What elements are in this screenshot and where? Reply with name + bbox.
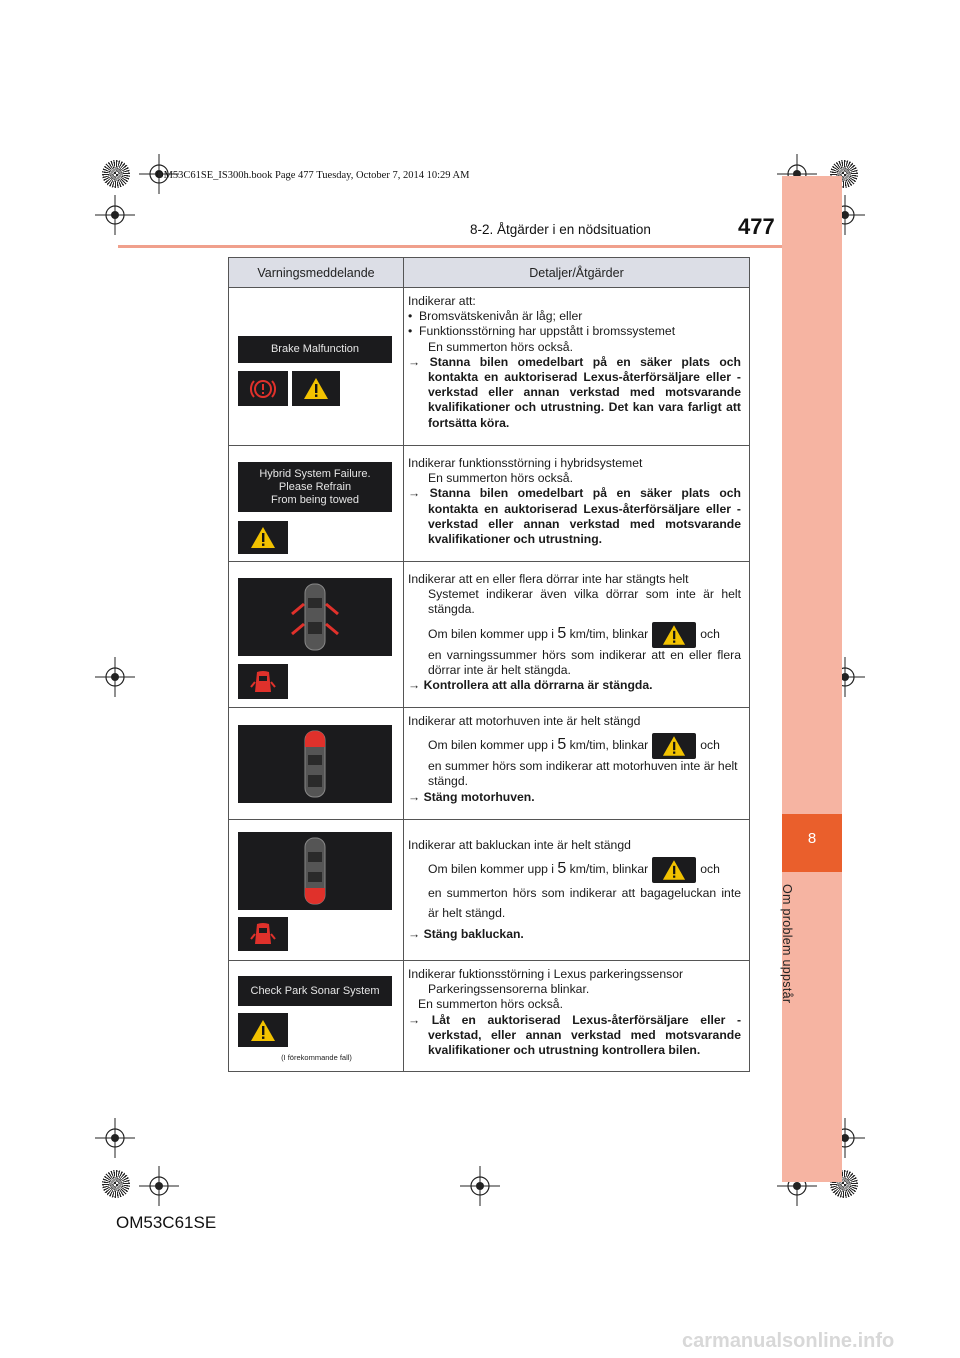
book-info: OM53C61SE_IS300h.book Page 477 Tuesday, October 7, 2014 10:29 AM: [156, 170, 470, 181]
brake-warning-icon: [248, 377, 278, 401]
warning-message-display: Hybrid System Failure. Please Refrain From being towed: [238, 462, 392, 512]
table-row: Hybrid System Failure. Please Refrain From being towed Indikerar funktionsstörning i hybridsystemet En summerton hörs också. → Stanna bilen omedelbart på en säker plats och kontakta en auktoriserad Lexus-återförsäljare eller -verkstad eller annan verkstad med motsvarande kvalifikationer och utrustning.: [229, 446, 749, 562]
door-open-icon: [250, 670, 276, 694]
warning-message-display: Check Park Sonar System: [238, 976, 392, 1006]
table-row: Indikerar att en eller flera dörrar inte har stängts helt Systemet indikerar även vilka dörrar som inte är helt stängda. Om bilen kommer upp i 5 km/tim, blinkar och en varningssummer hörs som indikerar att en eller flera dörrar inte är helt stängda. → Kontrollera att alla dörrarna är stängda.: [229, 562, 749, 708]
watermark: carmanualsonline.info: [682, 1330, 895, 1352]
warning-icon-box: [652, 733, 696, 759]
warning-triangle-icon: [662, 624, 686, 646]
chapter-label: Om problem uppstår: [780, 884, 794, 1004]
trunk-status-display: [238, 832, 392, 910]
door-open-icon: [250, 922, 276, 946]
warning-icon-box: [292, 371, 340, 406]
header-rule: [118, 245, 782, 248]
section-title: 8-2. Åtgärder i en nödsituation: [470, 222, 651, 237]
trunk-icon-box: [238, 917, 288, 951]
document-code: OM53C61SE: [116, 1213, 217, 1232]
applicability-note: (I förekommande fall): [281, 1053, 352, 1062]
warning-icon-box: [652, 622, 696, 648]
warning-triangle-icon: [662, 735, 686, 757]
registration-mark-icon: [139, 1166, 179, 1206]
sunburst-mark-icon: [102, 1170, 130, 1198]
warning-triangle-icon: [662, 859, 686, 881]
table-row: Check Park Sonar System (I förekommande fall) Indikerar fuktionsstörning i Lexus parkeringssensor Parkeringssensorerna blinkar. En summerton hörs också. → Låt en auktoriserad Lexus-återförsäljare eller -verkstad, eller annan verkstad med motsvarande kvalifikationer och utrustning kontrollera bilen.: [229, 961, 749, 1071]
warning-message-display: Brake Malfunction: [238, 336, 392, 363]
registration-mark-icon: [95, 195, 135, 235]
table-row: Indikerar att motorhuven inte är helt stängd Om bilen kommer upp i 5 km/tim, blinkar och en summer hörs som indikerar att motorhuven inte är helt stängd. → Stäng motorhuven.: [229, 708, 749, 820]
warning-icon-box: [238, 1013, 288, 1047]
warning-triangle-icon: [303, 377, 329, 400]
registration-mark-icon: [460, 1166, 500, 1206]
warning-triangle-icon: [250, 1019, 276, 1042]
arrow-right-icon: →: [408, 354, 430, 369]
car-doors-open-icon: [238, 578, 392, 656]
car-hood-open-icon: [238, 725, 392, 803]
warning-table: [228, 257, 750, 1072]
chapter-number: 8: [807, 830, 817, 847]
hood-status-display: [238, 725, 392, 803]
door-status-display: [238, 578, 392, 656]
sunburst-mark-icon: [102, 160, 130, 188]
table-row: Indikerar att bakluckan inte är helt stängd Om bilen kommer upp i 5 km/tim, blinkar och en summerton hörs som indikerar att bagageluckan inte är helt stängd. → Stäng bakluckan.: [229, 820, 749, 961]
registration-mark-icon: [95, 1118, 135, 1158]
arrow-right-icon: →: [408, 789, 424, 804]
door-icon-box: [238, 664, 288, 699]
arrow-right-icon: →: [408, 678, 424, 693]
column-header-details: Detaljer/Åtgärder: [529, 265, 624, 280]
column-header-message: Varningsmeddelande: [229, 258, 404, 287]
arrow-right-icon: →: [408, 927, 424, 942]
warning-icon-box: [238, 521, 288, 554]
warning-triangle-icon: [250, 526, 276, 549]
table-header: [229, 258, 749, 288]
arrow-right-icon: →: [408, 1012, 432, 1027]
page-number: 477: [738, 214, 775, 239]
table-row: Brake Malfunction Indikerar att: • Bromsvätskenivån är låg; eller • Funktionsstörning har uppstått i bromssystemet En summerton hörs också. → Stanna bilen omedelbart på en säker plats och kontakta en auktoriserad Lexus-återförsäljare eller -verkstad eller annan verkstad med motsvarande kvalifikationer och utrustning. Det kan vara farligt att fortsätta köra.: [229, 288, 749, 446]
registration-mark-icon: [95, 657, 135, 697]
brake-warning-icon-box: [238, 371, 288, 406]
warning-icon-box: [652, 857, 696, 883]
car-trunk-open-icon: [238, 832, 392, 910]
arrow-right-icon: →: [408, 486, 430, 501]
